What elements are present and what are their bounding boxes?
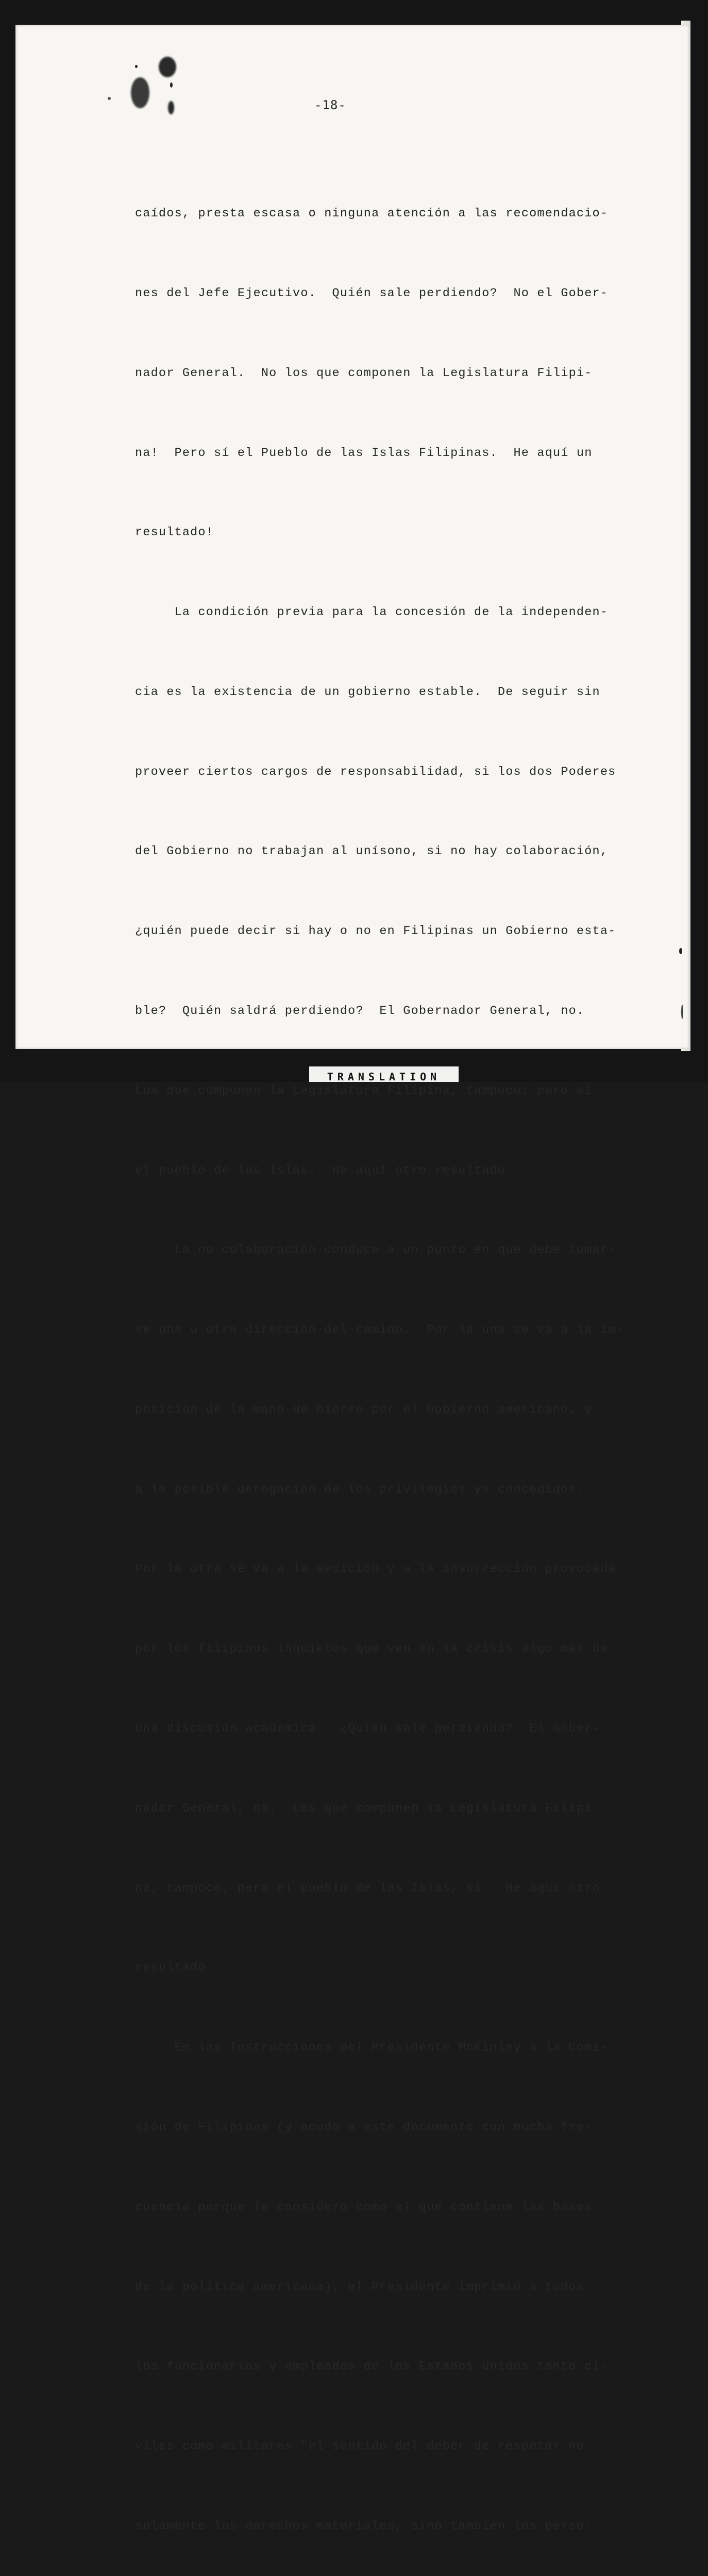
ink-blot: [159, 57, 176, 77]
text-line: nador General, no. Los que componen la Legislatura Filipi-: [135, 1801, 600, 1816]
text-line: na, tampoco; pero el pueblo de las Islas, sí. He aquí otro: [135, 1881, 600, 1895]
text-line: viles como militares "el sentido del deber de respetar no: [135, 2439, 585, 2454]
translation-label: TRANSLATION: [309, 1066, 459, 1082]
text-line: sión de Filipinas (y acudo a este documento con mucha fre-: [135, 2120, 593, 2134]
page-number: -18-: [314, 98, 346, 112]
text-line: los funcionarios y empleados de los Estados Unidos tanto ci-: [135, 2360, 609, 2374]
ink-speck: [135, 65, 138, 68]
text-line: La condición previa para la concesión de la independen-: [135, 605, 609, 620]
text-line: Los que componen la Legislatura Filipina, tampoco; pero sí: [135, 1083, 593, 1098]
text-line: de la política americana), el Presidente imprimió a todos: [135, 2280, 585, 2294]
ink-speck: [108, 97, 111, 100]
document-body: [135, 147, 624, 2576]
text-line: cuencia porque le considero como el que contiene las bases: [135, 2200, 593, 2214]
text-line: a la posible derogación de los privilegios ya concedidos.: [135, 1482, 585, 1497]
text-line: resultado!: [135, 526, 214, 540]
ink-speck: [679, 948, 682, 954]
ink-blot: [168, 101, 174, 114]
text-line: na! Pero sí el Pueblo de las Islas Filipinas. He aquí un: [135, 446, 593, 460]
text-line: Por la otra se va a la sedición y a la insurrección provocada: [135, 1562, 616, 1577]
ink-speck: [170, 82, 173, 88]
text-line: del Gobierno no trabajan al unísono, si no hay colaboración,: [135, 844, 609, 859]
text-line: se una u otra dirección del camino. Por la una se va a la im-: [135, 1323, 624, 1337]
text-line: La no colaboración conduce a un punto en que debe tomar-: [135, 1243, 616, 1258]
text-line: ¿quién puede decir si hay o no en Filipinas un Gobierno esta-: [135, 924, 616, 939]
text-line: ble? Quién saldrá perdiendo? El Gobernador General, no.: [135, 1004, 585, 1018]
ink-speck: [681, 1005, 683, 1019]
text-line: solamente los derechos materiales, sino también los perso-: [135, 2519, 593, 2533]
text-line: una discusión académica. ¿Quién sale perdiendo? El Gober-: [135, 1722, 600, 1736]
text-line: nador General. No los que componen la Legislatura Filipi-: [135, 366, 593, 380]
text-line: En las Instrucciones del Presidente McKinley a la Comi-: [135, 2041, 609, 2055]
ink-blot: [131, 77, 149, 108]
text-line: resultado.: [135, 1961, 214, 1975]
text-line: cia es la existencia de un gobierno estable. De seguir sin: [135, 685, 600, 699]
text-line: por los filipinos inquietos que ven en la crisis algo más de: [135, 1642, 609, 1656]
text-line: posición de la mano de hierro por el Gobierno americano, y: [135, 1402, 593, 1417]
text-line: proveer ciertos cargos de responsabilidad, si los dos Poderes: [135, 765, 616, 779]
text-line: nes del Jefe Ejecutivo. Quién sale perdiendo? No el Gober-: [135, 286, 609, 300]
text-line: caídos, presta escasa o ninguna atención a las recomendacio-: [135, 207, 609, 221]
text-line: el pueblo de las Islas. He aquí otro resultado.: [135, 1163, 514, 1178]
